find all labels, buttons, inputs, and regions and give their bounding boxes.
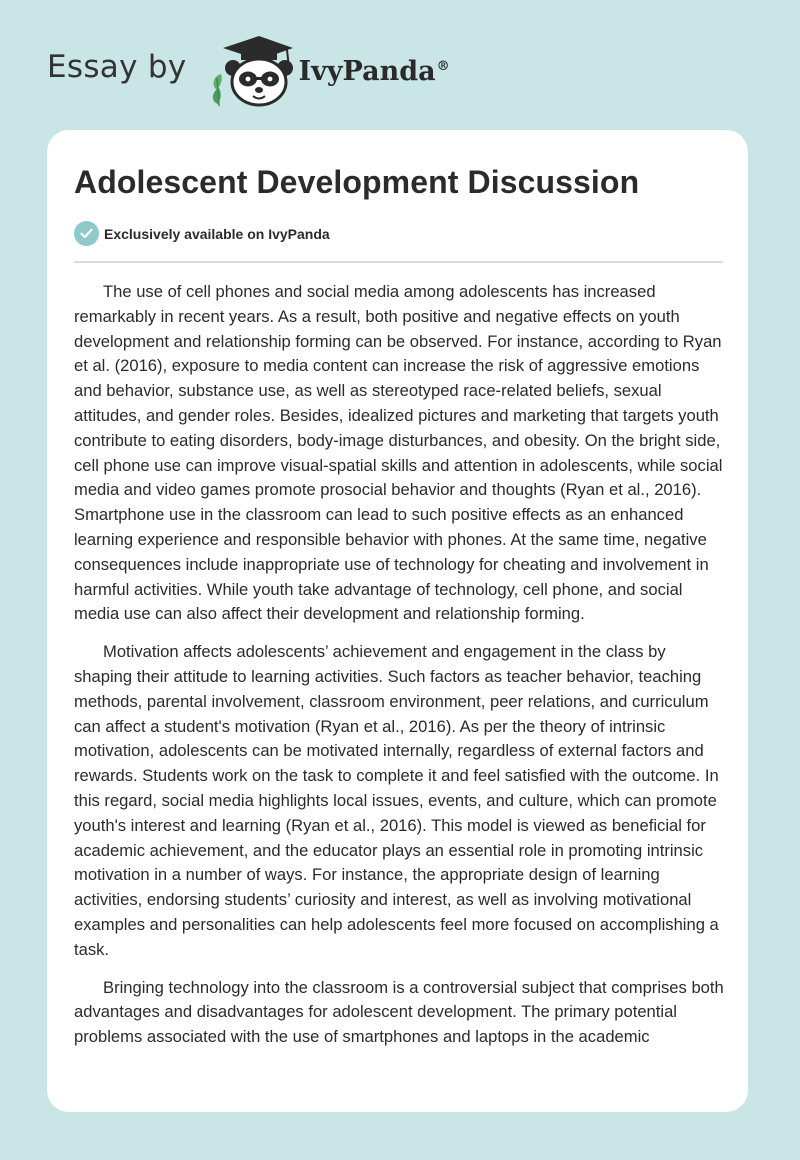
exclusive-badge — [74, 221, 330, 246]
brand-header — [47, 34, 450, 108]
panda-graduate-logo-icon[interactable] — [203, 34, 295, 108]
registered-mark: ® — [436, 58, 450, 74]
paragraph: Bringing technology into the classroom is a controversial subject that comprises both advantages and disadvantages for adolescent development. The primary potential problems associated with the use of smartphones and laptops in the academic — [74, 977, 724, 1047]
essay-body — [74, 280, 727, 1063]
brand-name[interactable]: IvyPanda® — [298, 55, 450, 87]
essay-card — [47, 130, 748, 1112]
brand-prefix: Essay by — [47, 49, 187, 85]
badge-label: Exclusively available on IvyPanda — [104, 225, 330, 242]
check-icon — [74, 221, 99, 246]
paragraph: Motivation affects adolescents’ achievement and engagement in the class by shaping their attitude to learning activities. Such factors as teacher behavior, teaching methods, parental involvement, classroom environment, peer relations, and curriculum can affect a student's motivation (Ryan et al., 2016). As per the theory of intrinsic motivation, adolescents can be motivated internally, regardless of external factors and rewards. Students work on the task to complete it and feel satisfied with the outcome. In this regard, social media highlights local issues, events, and culture, which can promote youth's interest and learning (Ryan et al., 2016). This model is viewed as beneficial for academic achievement, and the educator plays an essential role in promoting intrinsic motivation in a number of ways. For instance, the appropriate design of learning activities, endorsing students’ curiosity and interest, as well as involving motivational examples and personalities can help adolescents feel more focused on accomplishing a task. — [74, 642, 719, 959]
page-title: Adolescent Development Discussion — [74, 164, 640, 200]
paragraph: The use of cell phones and social media among adolescents has increased remarkably in recent years. As a result, both positive and negative effects on youth development and relationship forming can be observed. For instance, according to Ryan et al. (2016), exposure to media content can increase the risk of aggressive emotions and behavior, substance use, as well as stereotyped race-related beliefs, sexual attitudes, and gender roles. Besides, idealized pictures and marketing that targets youth contribute to eating disorders, body-image disturbances, and obesity. On the bright side, cell phone use can improve visual-spatial skills and attention in adolescents, while social media and video games promote prosocial behavior and thoughts (Ryan et al., 2016). Smartphone use in the classroom can lead to such positive effects as an enhanced learning experience and responsible behavior with phones. At the same time, negative consequences include inappropriate use of technology for cheating and involvement in harmful activities. While youth take advantage of technology, cell phone, and social media use can also affect their development and relationship forming. — [74, 282, 723, 624]
divider — [74, 261, 723, 263]
